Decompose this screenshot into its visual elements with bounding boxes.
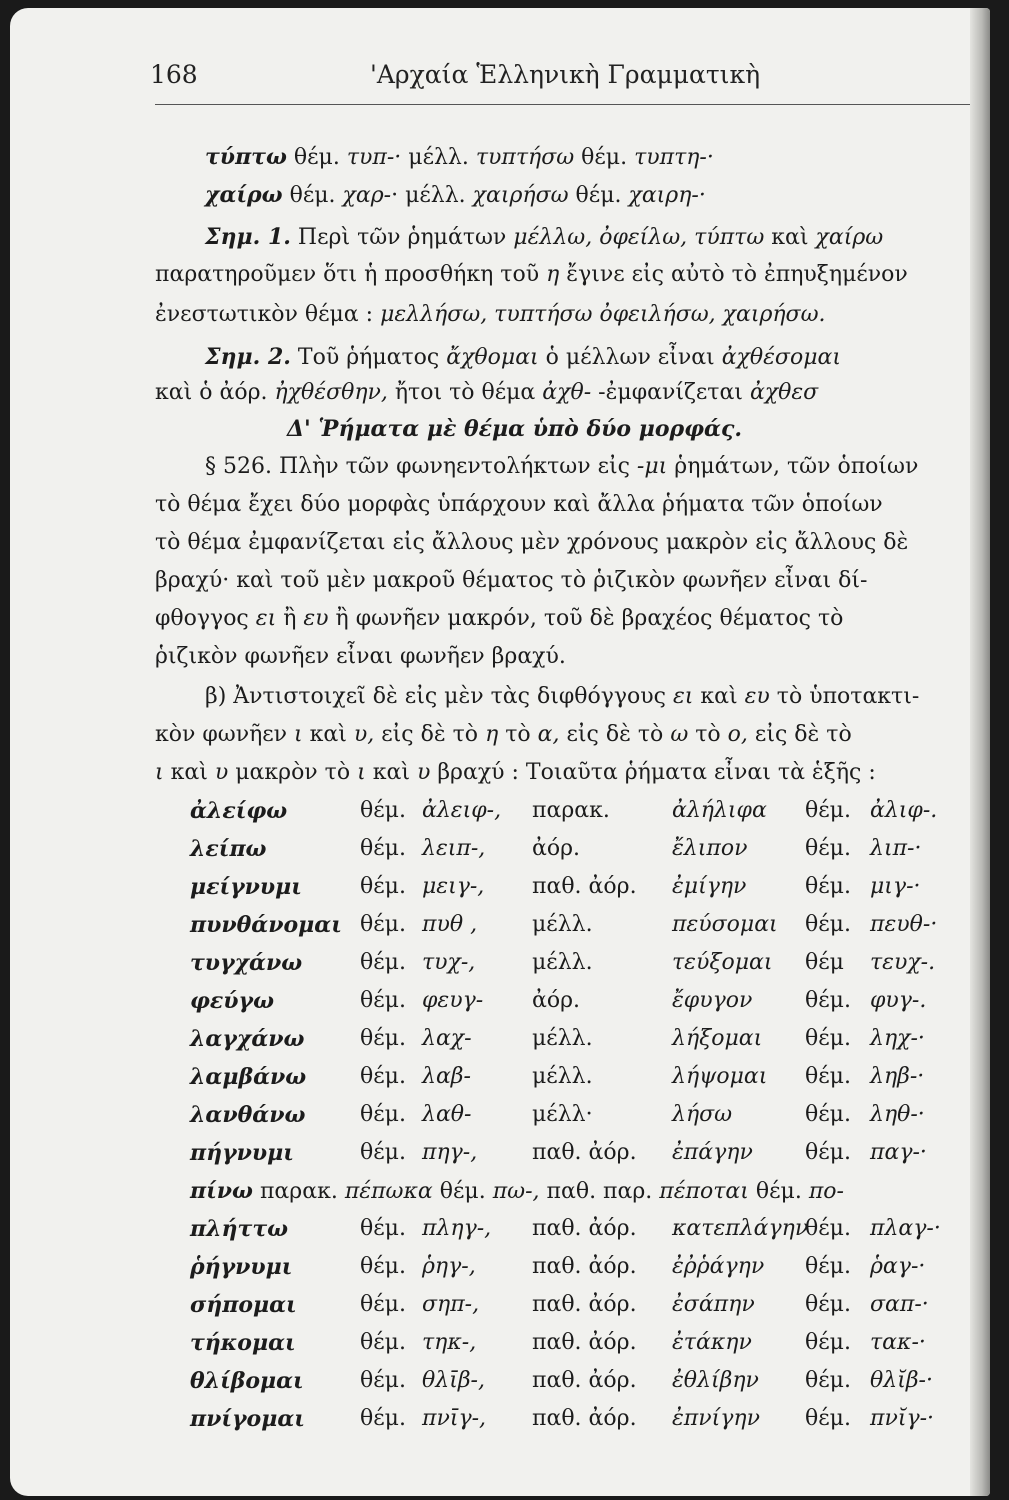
verb-table-them1: θέμ. [360, 1140, 406, 1165]
text-line [155, 256, 975, 294]
text-line [155, 296, 975, 334]
italic-run: ι [294, 722, 303, 747]
verb-table-row [190, 944, 970, 982]
italic-run: πέπωκα [344, 1179, 433, 1204]
text-run: καὶ [764, 225, 816, 250]
text-line: τὸ θέμα ἐμφανίζεται εἰς ἄλλους μὲν χρόνους μακρὸν εἰς ἄλλους δὲ [155, 530, 909, 555]
verb-table-stem1: ἀλειφ-, [422, 798, 502, 823]
verb-table-form: ἐμίγην [672, 874, 747, 899]
text-run: § 526. Πλὴν τῶν φωνηεντολήκτων εἰς [205, 454, 637, 479]
verb-table-them1: θέμ. [360, 1368, 406, 1393]
verb-table-stem1: λαθ- [422, 1102, 472, 1127]
italic-run: ι [357, 760, 366, 785]
verb-table-stem1: πηγ-, [422, 1140, 478, 1165]
verb-term: χαίρω [205, 182, 283, 208]
verb-table-them1: θέμ. [360, 1254, 406, 1279]
note-2-line [205, 338, 990, 376]
italic-run: ἀχθ- [542, 380, 592, 405]
stem: τυπ-· [346, 145, 402, 170]
verb-table-stem2: θλῐβ-· [870, 1368, 933, 1393]
verb-table-them2: θέμ. [805, 1406, 851, 1431]
text-run: καὶ [693, 684, 745, 709]
text-line: τὸ θέμα ἔχει δύο μορφὰς ὑπάρχουν καὶ ἄλλα ῥήματα τῶν ὁποίων [155, 492, 883, 517]
verb-table-stem1: πνῑγ-, [422, 1406, 487, 1431]
text-line [205, 678, 990, 716]
verb-table-them2: θέμ. [805, 1216, 851, 1241]
verb-table-stem2: πευθ-· [870, 912, 938, 937]
verb-table-stem2: ληβ-· [870, 1064, 925, 1089]
text-run: εἰς δὲ τὸ [374, 722, 486, 747]
text-line: ῥιζικὸν φωνῆεν εἶναι φωνῆεν βραχύ. [155, 644, 566, 669]
verb-table-form: πεύσομαι [672, 912, 778, 937]
verb-table-tense: παθ. ἀόρ. [532, 1254, 637, 1279]
verb-table-them2: θέμ. [805, 1064, 851, 1089]
verb-table-form: ἐπάγην [672, 1140, 753, 1165]
verb-table-stem1: πυθ , [422, 912, 478, 937]
verb-term: πίνω [190, 1178, 253, 1204]
verb-table-stem1: πληγ-, [422, 1216, 492, 1241]
text-run: ὁ μέλλων εἶναι [538, 345, 722, 370]
text-run: μέλλ. [401, 145, 476, 170]
verb-table-them2: θέμ. [805, 988, 851, 1013]
text-run: -ἐμφανίζεται [591, 380, 750, 405]
verb-table-row [190, 1210, 970, 1248]
verb-table-tense: μέλλ. [532, 1026, 593, 1051]
verb-table-them1: θέμ. [360, 798, 406, 823]
verb-table-stem1: λαβ- [422, 1064, 471, 1089]
verb-table-form: ἐῤῥάγην [672, 1254, 765, 1279]
verb-table-row [190, 906, 970, 944]
verb-table-form: λήψομαι [672, 1064, 768, 1089]
verb-table-stem2: ῥαγ-· [870, 1254, 926, 1279]
verb-table-stem1: τηκ-, [422, 1330, 477, 1355]
verb-table-row [190, 1362, 970, 1400]
italic-run: ι [155, 760, 164, 785]
verb-table-form: ἐθλίβην [672, 1368, 759, 1393]
verb-table-them1: θέμ. [360, 1102, 406, 1127]
verb-table-tense: παρακ. [532, 798, 610, 823]
verb-table-them1: θέμ. [360, 874, 406, 899]
text-line [155, 600, 975, 638]
book-page [10, 8, 990, 1496]
verb-table-them1: θέμ. [360, 1064, 406, 1089]
text-run: θέμ. [432, 1179, 493, 1204]
italic-run: ἠχθέσθην, [274, 380, 388, 405]
verb-table-verb: σήπομαι [190, 1292, 297, 1318]
verb-table-stem2: ἀλιφ-. [870, 798, 938, 823]
verb-table-stem2: πλαγ-· [870, 1216, 941, 1241]
verb-table-them2: θέμ. [805, 1292, 851, 1317]
verb-table-form: κατεπλάγην [672, 1216, 809, 1241]
text-run: · μέλλ. [391, 183, 473, 208]
verb-table-verb: πνίγομαι [190, 1406, 305, 1432]
verb-table-form: ἐτάκην [672, 1330, 752, 1355]
text-run: καὶ [163, 760, 215, 785]
text-run: καὶ [365, 760, 417, 785]
verb-table-them1: θέμ. [360, 1330, 406, 1355]
verb-table-tense: παθ. ἀόρ. [532, 874, 637, 899]
stem: χαρ- [342, 183, 392, 208]
italic-run: η [485, 722, 499, 747]
italic-run: ω [670, 722, 689, 747]
verb-table-verb: λανθάνω [190, 1102, 306, 1128]
text-run: φθογγος [155, 606, 256, 631]
verb-table-stem1: μειγ-, [422, 874, 485, 899]
italic-run: πω-, [492, 1179, 540, 1204]
text-run: εἰς δὲ τὸ [747, 722, 852, 747]
italic-run: ευ [303, 606, 329, 631]
verb-table-verb: μείγνυμι [190, 874, 302, 900]
header-rule [155, 104, 970, 105]
text-run: παθ. παρ. [539, 1179, 660, 1204]
verb-table-tense: μέλλ. [532, 912, 593, 937]
verb-table-row [190, 1020, 970, 1058]
verb-table-them2: θέμ. [805, 798, 851, 823]
verb-table-row [190, 1324, 970, 1362]
page-header [150, 60, 960, 100]
verb-table-them1: θέμ. [360, 1292, 406, 1317]
verb-table-verb: φεύγω [190, 988, 275, 1014]
text-run: βραχύ : Τοιαῦτα ῥήματα εἶναι τὰ ἑξῆς : [430, 760, 876, 785]
verb-table-stem2: τευχ-. [870, 950, 936, 975]
note-label: Σημ. 1. [205, 224, 291, 250]
stem: τυπτη-· [634, 145, 714, 170]
verb-table-them2: θέμ. [805, 912, 851, 937]
verb-table-tense: παθ. ἀόρ. [532, 1330, 637, 1355]
verb-table-stem1: φευγ- [422, 988, 484, 1013]
verb-table-verb: ῥήγνυμι [190, 1254, 293, 1280]
verb-table-stem1: λειπ-, [422, 836, 486, 861]
verb-table-row [190, 830, 970, 868]
text-run: μακρὸν τὸ [228, 760, 358, 785]
verb-table-form: ἐπνίγην [672, 1406, 760, 1431]
verb-table-tense: παθ. ἀόρ. [532, 1368, 637, 1393]
verb-table-verb: τήκομαι [190, 1330, 296, 1356]
text-run: τὸ [498, 722, 538, 747]
verb-table-stem2: ληθ-· [870, 1102, 925, 1127]
italic-run: ἀχθεσ [749, 380, 819, 405]
italic-run: μελλήσω, τυπτήσω ὀφειλήσω, χαιρήσω. [380, 302, 826, 327]
verb-table-stem1: θλῑβ-, [422, 1368, 485, 1393]
italic-run: υ, [353, 722, 375, 747]
verb-row-pino [190, 1172, 970, 1210]
verb-table-verb: λαμβάνω [190, 1064, 307, 1090]
verb-table-verb: λαγχάνω [190, 1026, 305, 1052]
text-line [155, 374, 975, 412]
text-run: τὸ [688, 722, 728, 747]
verb-table-tense: παθ. ἀόρ. [532, 1216, 637, 1241]
stem: χαιρη-· [628, 183, 706, 208]
verb-table-verb: λείπω [190, 836, 267, 862]
verb-table-tense: ἀόρ. [532, 836, 581, 861]
text-run: παρακ. [252, 1179, 345, 1204]
verb-table-row [190, 1248, 970, 1286]
verb-table-row [190, 1134, 970, 1172]
verb-table-stem1: σηπ-, [422, 1292, 480, 1317]
verb-table-form: τεύξομαι [672, 950, 773, 975]
verb-table-them1: θέμ. [360, 988, 406, 1013]
text-run: καὶ [302, 722, 354, 747]
verb-table-stem2: ληχ-· [870, 1026, 925, 1051]
page-number: 168 [150, 60, 198, 89]
verb-table-stem1: τυχ-, [422, 950, 476, 975]
text-run: ἐνεστωτικὸν θέμα : [155, 302, 381, 327]
text-run: καὶ ὁ ἀόρ. [155, 380, 275, 405]
italic-run: ο, [727, 722, 748, 747]
text-run: θέμ. [568, 183, 629, 208]
verb-table-tense: παθ. ἀόρ. [532, 1292, 637, 1317]
text-run: Τοῦ ῥήματος [290, 345, 447, 370]
text-line [155, 716, 975, 754]
italic-run: μέλλω, ὀφείλω, τύπτω [513, 225, 765, 250]
text-run: ἔγινε εἰς αὐτὸ τὸ ἐπηυξημένον [559, 262, 908, 287]
text-line [155, 754, 975, 792]
text-run: εἰς δὲ τὸ [559, 722, 671, 747]
verb-table-them1: θέμ. [360, 1216, 406, 1241]
text-line: βραχύ· καὶ τοῦ μὲν μακροῦ θέματος τὸ ῥιζικὸν φωνῆεν εἶναι δί- [155, 568, 868, 593]
verb-table-them2: θέμ. [805, 1368, 851, 1393]
verb-table-tense: παθ. ἀόρ. [532, 1406, 637, 1431]
running-title: 'Αρχαία Ἑλληνικὴ Γραμματικὴ [370, 60, 761, 89]
future-form: χαιρήσω [472, 183, 569, 208]
note-1-line [205, 218, 990, 256]
verb-table-them2: θέμ. [805, 1140, 851, 1165]
verb-table-form: ἀλήλιφα [672, 798, 767, 823]
verb-table-form: λήξομαι [672, 1026, 763, 1051]
text-run: θέμ. [286, 145, 347, 170]
italic-run: ἀχθέσομαι [721, 345, 841, 370]
verb-table-form: ἔφυγον [672, 988, 753, 1013]
italic-run: πο- [808, 1179, 844, 1204]
verb-table-them2: θέμ. [805, 1102, 851, 1127]
verb-table-row [190, 1058, 970, 1096]
verb-table-verb: πυνθάνομαι [190, 912, 342, 938]
verb-table-them2: θέμ. [805, 1026, 851, 1051]
text-run: ἢ [276, 606, 304, 631]
text-run: θέμ. [282, 183, 343, 208]
verb-table-them1: θέμ. [360, 1406, 406, 1431]
verb-table-stem2: τακ-· [870, 1330, 926, 1355]
verb-table-verb: τυγχάνω [190, 950, 303, 976]
verb-table-them1: θέμ. [360, 912, 406, 937]
italic-run: ευ [744, 684, 770, 709]
verb-table-row [190, 1400, 970, 1438]
verb-term: τύπτω [205, 144, 287, 170]
verb-table-stem2: παγ-· [870, 1140, 927, 1165]
verb-table-them1: θέμ. [360, 836, 406, 861]
verb-table-stem2: μιγ-· [870, 874, 921, 899]
verb-table-tense: ἀόρ. [532, 988, 581, 1013]
text-run: θέμ. [748, 1179, 809, 1204]
text-run: β) Ἀντιστοιχεῖ δὲ εἰς μὲν τὰς διφθόγγους [205, 684, 673, 709]
text-run: παρατηροῦμεν ὅτι ἡ προσθήκη τοῦ [155, 262, 547, 287]
text-run: τὸ ὑποτακτι- [769, 684, 920, 709]
text-run: θέμ. [574, 145, 635, 170]
verb-table-row [190, 1286, 970, 1324]
verb-table-them2: θέμ. [805, 1254, 851, 1279]
verb-table-them2: θέμ [805, 950, 844, 975]
section-heading: Δ' Ῥήματα μὲ θέμα ὑπὸ δύο μορφάς. [286, 416, 743, 442]
italic-run: ει [255, 606, 277, 631]
text-run: Περὶ τῶν ῥημάτων [290, 225, 514, 250]
verb-table-tense: μέλλ. [532, 1064, 593, 1089]
paragraph-526-line [205, 448, 990, 486]
verb-table-verb: πλήττω [190, 1216, 289, 1242]
text-line [205, 138, 990, 176]
verb-table-stem1: λαχ- [422, 1026, 472, 1051]
verb-table-them2: θέμ. [805, 836, 851, 861]
future-form: τυπτήσω [475, 145, 575, 170]
verb-table-them2: θέμ. [805, 1330, 851, 1355]
verb-table-them1: θέμ. [360, 950, 406, 975]
verb-table-stem2: σαπ-· [870, 1292, 929, 1317]
verb-table-them2: θέμ. [805, 874, 851, 899]
verb-table-row [190, 982, 970, 1020]
italic-run: η [546, 262, 560, 287]
italic-run: α, [537, 722, 560, 747]
verb-table-verb: πήγνυμι [190, 1140, 294, 1166]
verb-table-stem1: ῥηγ-, [422, 1254, 476, 1279]
verb-table-tense: μέλλ. [532, 950, 593, 975]
verb-table-form: λήσω [672, 1102, 733, 1127]
text-run: κὸν φωνῆεν [155, 722, 295, 747]
verb-table-verb: ἀλείφω [190, 798, 288, 824]
verb-table-tense: μέλλ· [532, 1102, 593, 1127]
verb-table-stem2: πνῐγ-· [870, 1406, 935, 1431]
italic-run: υ [214, 760, 229, 785]
italic-run: ἄχθομαι [446, 345, 539, 370]
verb-table-form: ἐσάπην [672, 1292, 755, 1317]
text-run: ἤτοι τὸ θέμα [387, 380, 543, 405]
verb-table-verb: θλίβομαι [190, 1368, 304, 1394]
verb-table-them1: θέμ. [360, 1026, 406, 1051]
verb-table-stem2: λιπ-· [870, 836, 922, 861]
verb-table-form: ἔλιπον [672, 836, 748, 861]
italic-run: χαίρω [815, 225, 884, 250]
verb-table-tense: παθ. ἀόρ. [532, 1140, 637, 1165]
text-line [205, 176, 990, 214]
verb-table-row [190, 1096, 970, 1134]
verb-table-row [190, 792, 970, 830]
text-run: ῥημάτων, τῶν ὁποίων [667, 454, 919, 479]
verb-table-row [190, 868, 970, 906]
italic-run: ει [672, 684, 694, 709]
italic-run: υ [416, 760, 431, 785]
verb-table-stem2: φυγ-. [870, 988, 927, 1013]
italic-run: πέποται [659, 1179, 749, 1204]
note-label: Σημ. 2. [205, 344, 291, 370]
italic-run: -μι [636, 454, 668, 479]
text-run: ἢ φωνῆεν μακρόν, τοῦ δὲ βραχέος θέματος τὸ [328, 606, 844, 631]
